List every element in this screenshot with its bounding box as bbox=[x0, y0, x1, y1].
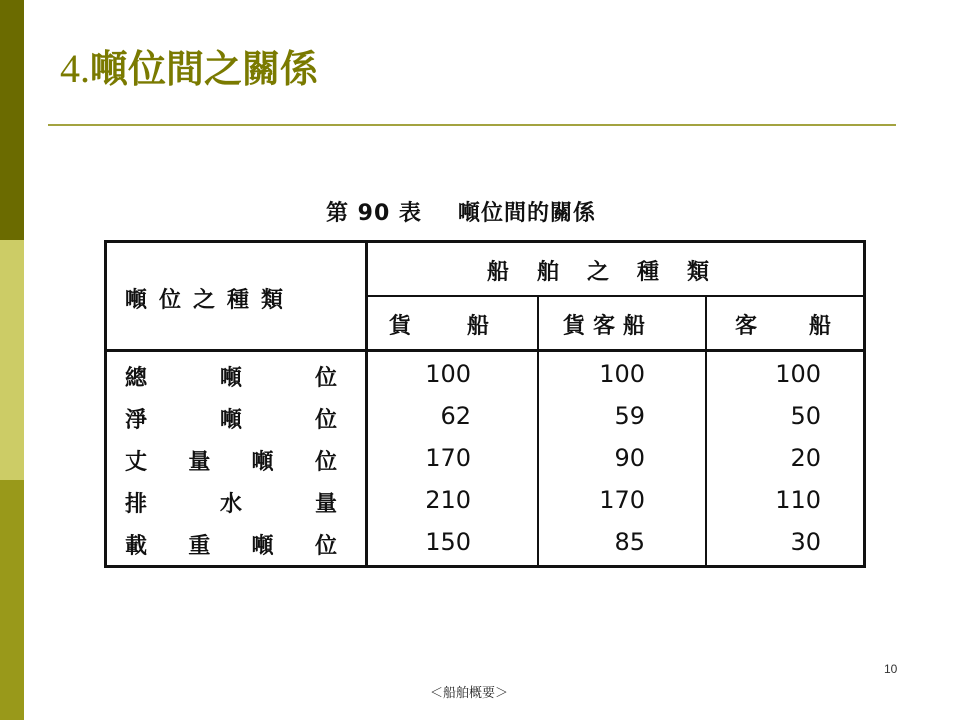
page-number: 10 bbox=[884, 662, 898, 676]
slide-title-text: 噸位間之關係 bbox=[90, 47, 319, 91]
table-divider-header bbox=[107, 349, 863, 352]
cargo-passenger-ship-value: 100 bbox=[599, 360, 645, 388]
cargo-passenger-ship-value: 59 bbox=[614, 402, 645, 430]
row-label bbox=[125, 361, 337, 392]
footer-text: ＜船舶概要＞ bbox=[430, 686, 509, 701]
table-caption-title: 噸位間的關係 bbox=[457, 201, 596, 226]
cargo-ship-value: 100 bbox=[425, 360, 471, 388]
header-tonnage-kind: 噸位之種類 bbox=[125, 288, 296, 313]
tonnage-table bbox=[104, 240, 884, 568]
cargo-ship-value: 170 bbox=[425, 444, 471, 472]
cargo-passenger-ship-value: 85 bbox=[614, 528, 645, 556]
table-caption-id: 第 90 表 bbox=[326, 201, 422, 226]
cargo-passenger-ship-value: 170 bbox=[599, 486, 645, 514]
row-label-char: 位 bbox=[314, 534, 337, 559]
side-bar-segment-middle bbox=[0, 240, 24, 480]
cargo-ship-value: 62 bbox=[440, 402, 471, 430]
row-label-char: 位 bbox=[314, 366, 337, 391]
passenger-ship-value: 100 bbox=[775, 360, 821, 388]
side-accent-bar bbox=[0, 0, 24, 720]
row-label-char: 水 bbox=[219, 492, 242, 517]
row-label-char: 淨 bbox=[125, 408, 148, 433]
row-label-char: 噸 bbox=[251, 534, 274, 559]
subheader-passenger-ship: 客船 bbox=[735, 314, 884, 339]
passenger-ship-value: 50 bbox=[790, 402, 821, 430]
slide-title-number: 4. bbox=[60, 46, 90, 91]
cargo-ship-value: 210 bbox=[425, 486, 471, 514]
row-label-char: 位 bbox=[314, 450, 337, 475]
row-label-char: 重 bbox=[188, 534, 211, 559]
table-caption bbox=[326, 196, 596, 227]
row-label-char: 噸 bbox=[219, 408, 242, 433]
title-divider bbox=[48, 124, 896, 126]
subheader-cargo-passenger-ship: 貨客船 bbox=[563, 314, 654, 339]
row-label bbox=[125, 403, 337, 434]
row-label-char: 量 bbox=[314, 492, 337, 517]
subheader-cargo-ship: 貨船 bbox=[389, 314, 546, 339]
slide-title bbox=[60, 38, 318, 93]
row-label-char: 位 bbox=[314, 408, 337, 433]
row-label-char: 噸 bbox=[251, 450, 274, 475]
cargo-ship-value: 150 bbox=[425, 528, 471, 556]
cargo-passenger-ship-value: 90 bbox=[614, 444, 645, 472]
row-label-char: 排 bbox=[125, 492, 148, 517]
header-ship-kind: 船舶之種類 bbox=[487, 260, 738, 285]
table-divider-col-b bbox=[705, 297, 707, 565]
row-label bbox=[125, 487, 337, 518]
row-label bbox=[125, 445, 337, 476]
table-divider-ship-header bbox=[365, 295, 863, 297]
row-label-char: 總 bbox=[125, 366, 148, 391]
passenger-ship-value: 30 bbox=[790, 528, 821, 556]
row-label-char: 噸 bbox=[219, 366, 242, 391]
table-divider-main bbox=[365, 243, 368, 565]
side-bar-segment-bottom bbox=[0, 480, 24, 720]
side-bar-segment-top bbox=[0, 0, 24, 240]
row-label bbox=[125, 529, 337, 560]
row-label-char: 量 bbox=[188, 450, 211, 475]
row-label-char: 丈 bbox=[125, 450, 148, 475]
passenger-ship-value: 20 bbox=[790, 444, 821, 472]
passenger-ship-value: 110 bbox=[775, 486, 821, 514]
row-label-char: 載 bbox=[125, 534, 148, 559]
